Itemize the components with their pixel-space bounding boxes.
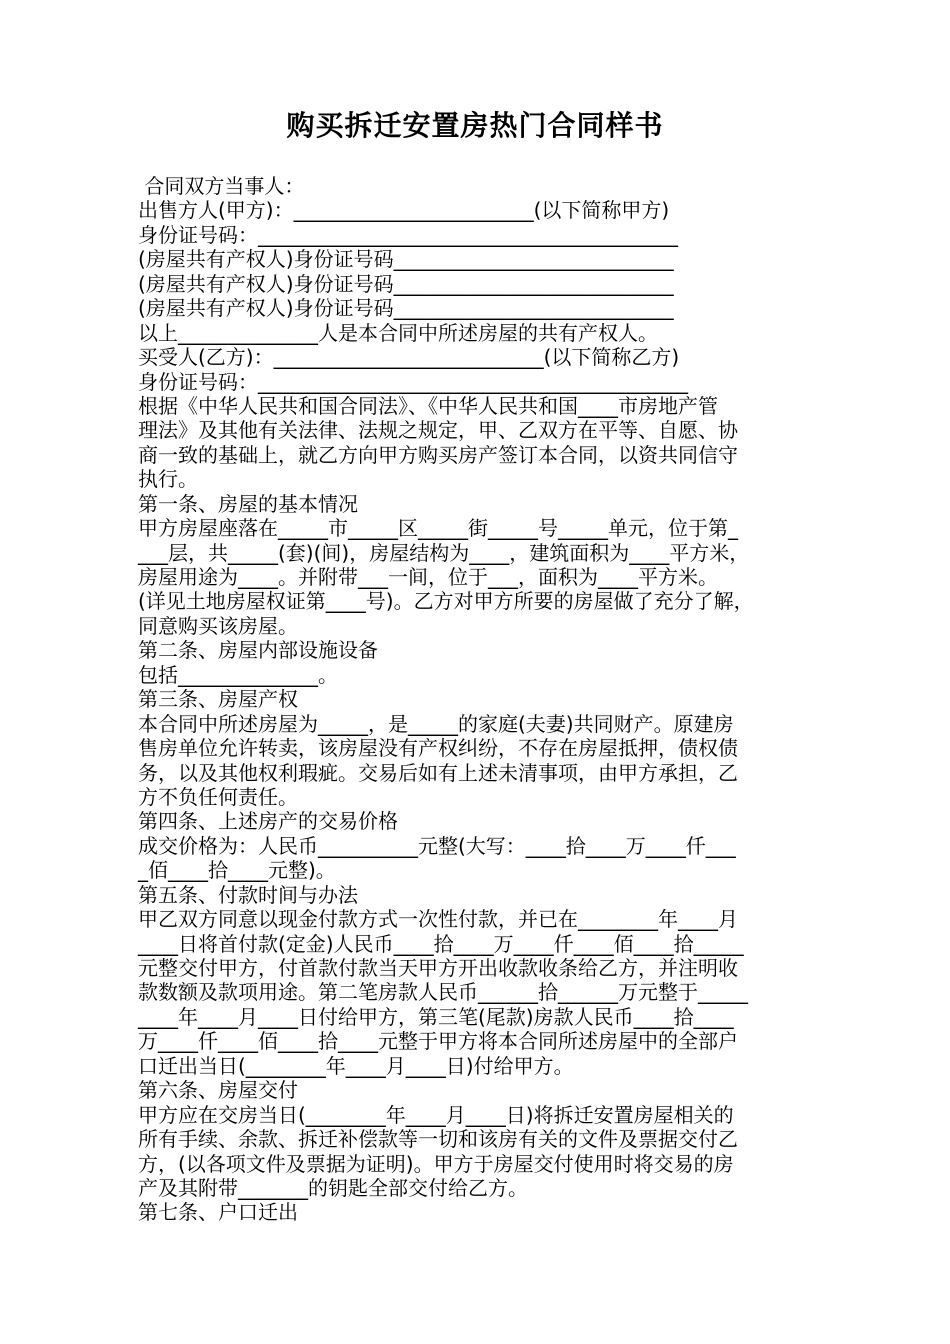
body-line: 售房单位允许转卖，该房屋没有产权纠纷，不存在房屋抵押，债权债	[138, 736, 738, 761]
body-line: 本合同中所述房屋为_____，是_____的家庭(夫妻)共同财产。原建房	[138, 711, 734, 736]
body-line: 第七条、户口迁出	[138, 1200, 298, 1225]
body-line: ____日将首付款(定金)人民币____拾____万____仟____佰____拾_____	[138, 931, 744, 956]
body-line: 甲乙双方同意以现金付款方式一次性付款，并已在________年____月	[138, 907, 738, 932]
body-line: 务，以及其他权利瑕疵。交易后如有上述未清事项，由甲方承担，乙	[138, 760, 738, 785]
body-line: 款数额及款项用途。第二笔房款人民币______拾______万元整于_____	[138, 980, 748, 1005]
body-line: 产及其附带_______的钥匙全部交付给乙方。	[138, 1175, 528, 1200]
body-line: 身份证号码：___________________________________________	[138, 369, 688, 394]
body-line: (房屋共有产权人)身份证号码____________________________	[138, 296, 674, 321]
body-line: 成交价格为：人民币__________元整(大写：____拾____万____仟___	[138, 833, 736, 858]
body-line: (房屋共有产权人)身份证号码____________________________	[138, 271, 674, 296]
body-line: 第一条、房屋的基本情况	[138, 491, 358, 516]
body-line: 同意购买该房屋。	[138, 613, 298, 638]
document-title: 购买拆迁安置房热门合同样书	[286, 109, 664, 142]
body-line: 合同双方当事人：	[138, 174, 305, 198]
body-line: 所有手续、余款、拆迁补偿款等一切和该房有关的文件及票据交付乙	[138, 1127, 738, 1152]
document-body	[138, 174, 838, 1225]
body-line: 出售方人(甲方)：________________________(以下简称甲方)	[138, 198, 670, 223]
body-line: ___层，共_____(套)(间)，房屋结构为____，建筑面积为____平方米，	[138, 540, 750, 565]
body-line: 买受人(乙方)：___________________________(以下简称乙方)	[138, 345, 680, 370]
body-line: 房屋用途为____。并附带___一间，位于___，面积为____平方米。	[138, 565, 718, 589]
body-line: 口迁出当日(________年____月____日)付给甲方。	[138, 1053, 574, 1078]
body-line: 理法》及其他有关法律、法规之规定，甲、乙双方在平等、自愿、协	[138, 418, 738, 443]
body-line: 方，(以各项文件及票据为证明)。甲方于房屋交付使用时将交易的房	[138, 1151, 734, 1176]
body-line: 第六条、房屋交付	[138, 1078, 298, 1103]
body-line: 甲方房屋座落在_____市_____区_____街_____号_____单元，位于第_	[138, 516, 738, 541]
body-line: 第三条、房屋产权	[138, 687, 298, 712]
body-line: ____年____月____日付给甲方，第三笔(尾款)房款人民币____拾____	[138, 1004, 734, 1029]
body-line: 以上______________人是本合同中所述房屋的共有产权人。	[138, 320, 658, 345]
body-line: 第二条、房屋内部设施设备	[138, 638, 378, 663]
body-line: 包括______________。	[138, 662, 338, 687]
body-line: 万____仟____佰____拾____元整于甲方将本合同所述房屋中的全部户	[138, 1029, 738, 1054]
body-line: _佰____拾____元整)。	[138, 858, 336, 883]
body-line: 第五条、付款时间与办法	[138, 882, 358, 907]
body-line: (房屋共有产权人)身份证号码____________________________	[138, 247, 674, 272]
body-line: 执行。	[138, 467, 198, 492]
body-line: 第四条、上述房产的交易价格	[138, 809, 398, 834]
body-line: 商一致的基础上，就乙方向甲方购买房产签订本合同，以资共同信守	[138, 442, 738, 467]
body-line: 根据《中华人民共和国合同法》、《中华人民共和国____市房地产管	[138, 393, 718, 418]
body-line: 甲方应在交房当日(________年____月____日)将拆迁安置房屋相关的	[138, 1102, 734, 1127]
body-line: 身份证号码：__________________________________________	[138, 222, 678, 247]
body-line: 元整交付甲方，付首款付款当天甲方开出收款收条给乙方，并注明收	[138, 956, 738, 980]
body-line: (详见土地房屋权证第____号)。乙方对甲方所要的房屋做了充分了解，	[138, 589, 754, 614]
body-line: 方不负任何责任。	[138, 784, 298, 809]
